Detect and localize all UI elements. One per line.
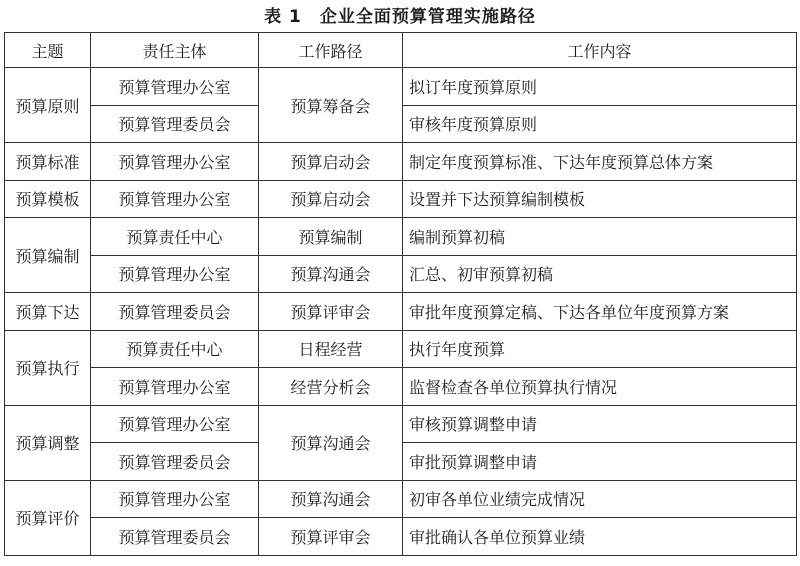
- cell-subject: 预算管理委员会: [91, 443, 259, 481]
- cell-topic: 预算调整: [5, 405, 91, 480]
- cell-subject: 预算责任中心: [91, 330, 259, 368]
- cell-path: 预算沟通会: [259, 255, 403, 293]
- cell-subject: 预算管理办公室: [91, 143, 259, 181]
- cell-path: 预算启动会: [259, 180, 403, 218]
- cell-content: 汇总、初审预算初稿: [403, 255, 797, 293]
- table-row: [5, 405, 797, 443]
- cell-content: 初审各单位业绩完成情况: [403, 480, 797, 518]
- header-topic: 主题: [5, 33, 91, 68]
- cell-content: 审批年度预算定稿、下达各单位年度预算方案: [403, 293, 797, 331]
- cell-topic: 预算标准: [5, 143, 91, 181]
- table-row: [5, 255, 797, 293]
- table-row: [5, 218, 797, 256]
- cell-path: 预算筹备会: [259, 68, 403, 143]
- cell-subject: 预算管理委员会: [91, 293, 259, 331]
- table-row: [5, 480, 797, 518]
- cell-path: 预算编制: [259, 218, 403, 256]
- cell-path: 预算启动会: [259, 143, 403, 181]
- cell-subject: 预算管理办公室: [91, 480, 259, 518]
- cell-subject: 预算责任中心: [91, 218, 259, 256]
- header-path: 工作路径: [259, 33, 403, 68]
- table-caption: 表 1 企业全面预算管理实施路径: [264, 7, 536, 27]
- cell-path: 预算沟通会: [259, 405, 403, 480]
- cell-content: 编制预算初稿: [403, 218, 797, 256]
- cell-path: 预算评审会: [259, 518, 403, 556]
- cell-topic: 预算执行: [5, 330, 91, 405]
- cell-content: 监督检查各单位预算执行情况: [403, 368, 797, 406]
- cell-topic: 预算模板: [5, 180, 91, 218]
- cell-subject: 预算管理办公室: [91, 368, 259, 406]
- cell-subject: 预算管理办公室: [91, 68, 259, 106]
- table-row: [5, 368, 797, 406]
- cell-content: 审批预算调整申请: [403, 443, 797, 481]
- cell-content: 执行年度预算: [403, 330, 797, 368]
- cell-content: 审核年度预算原则: [403, 105, 797, 143]
- cell-path: 预算沟通会: [259, 480, 403, 518]
- header-row: [5, 33, 797, 68]
- cell-subject: 预算管理办公室: [91, 255, 259, 293]
- cell-subject: 预算管理办公室: [91, 405, 259, 443]
- cell-topic: 预算原则: [5, 68, 91, 143]
- table-row: [5, 68, 797, 106]
- table-body: [5, 68, 797, 556]
- cell-topic: 预算编制: [5, 218, 91, 293]
- cell-path: 经营分析会: [259, 368, 403, 406]
- table-row: [5, 518, 797, 556]
- cell-content: 审批确认各单位预算业绩: [403, 518, 797, 556]
- cell-content: 设置并下达预算编制模板: [403, 180, 797, 218]
- budget-path-table: [4, 32, 797, 556]
- cell-subject: 预算管理委员会: [91, 105, 259, 143]
- cell-subject: 预算管理委员会: [91, 518, 259, 556]
- table-row: [5, 143, 797, 181]
- cell-path: 预算评审会: [259, 293, 403, 331]
- cell-path: 日程经营: [259, 330, 403, 368]
- table-row: [5, 293, 797, 331]
- cell-content: 审核预算调整申请: [403, 405, 797, 443]
- header-content: 工作内容: [403, 33, 797, 68]
- cell-topic: 预算下达: [5, 293, 91, 331]
- header-subject: 责任主体: [91, 33, 259, 68]
- cell-content: 拟订年度预算原则: [403, 68, 797, 106]
- cell-topic: 预算评价: [5, 480, 91, 555]
- table-row: [5, 330, 797, 368]
- cell-subject: 预算管理办公室: [91, 180, 259, 218]
- cell-content: 制定年度预算标准、下达年度预算总体方案: [403, 143, 797, 181]
- table-row: [5, 180, 797, 218]
